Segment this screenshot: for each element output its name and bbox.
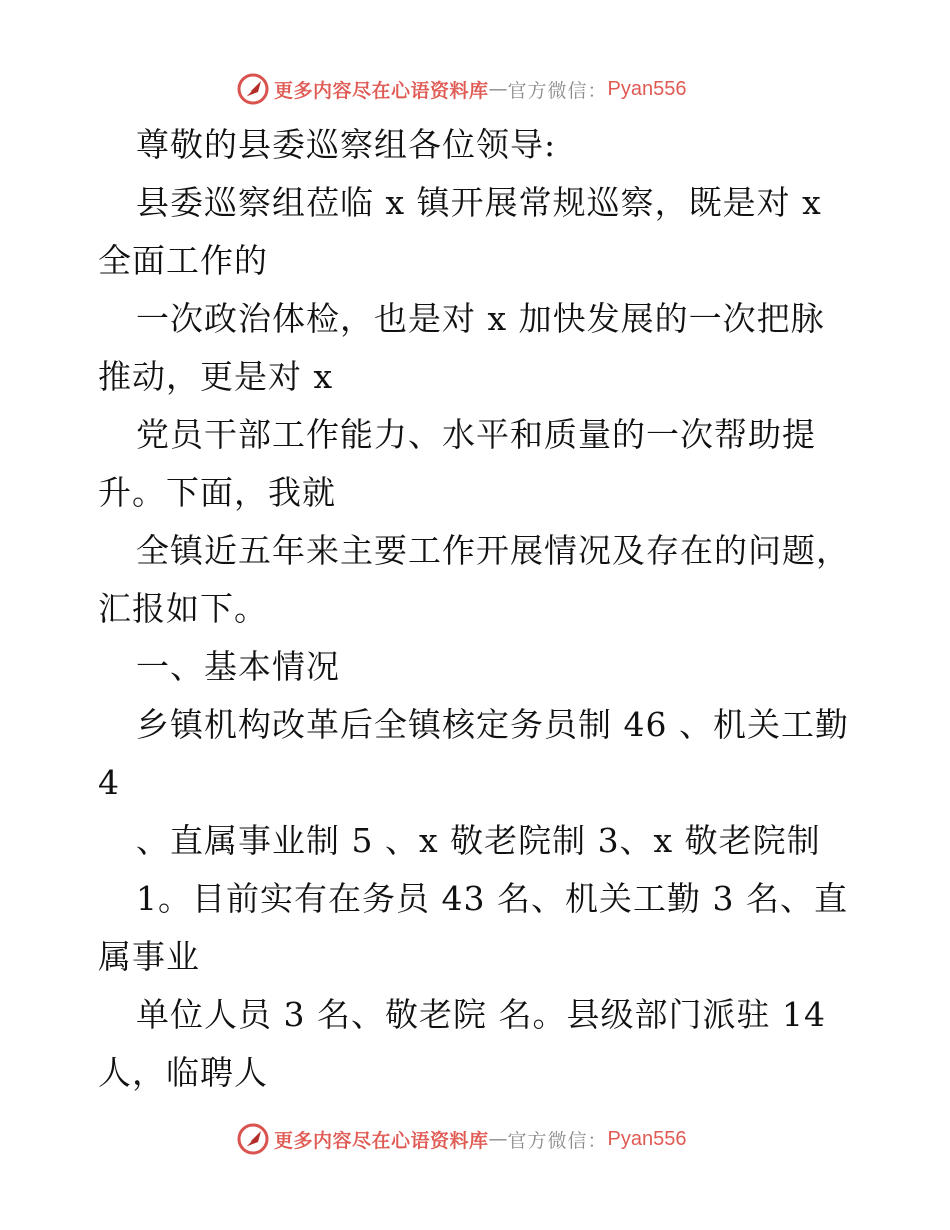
paragraph-line: 全镇近五年来主要工作开展情况及存在的问题， — [136, 531, 850, 570]
paragraph-line: 属事业 — [98, 937, 200, 976]
watermark-footer — [236, 1121, 687, 1157]
paragraph-line: 全面工作的 — [98, 241, 268, 280]
paragraph-line: 尊敬的县委巡察组各位领导: — [136, 125, 557, 164]
watermark-label: 官方微信： — [507, 79, 608, 102]
paragraph-line: 县委巡察组莅临 x 镇开展常规巡察，既是对 x — [136, 183, 822, 222]
watermark-dash: — — [488, 78, 508, 100]
quill-logo-icon — [236, 1122, 270, 1156]
paragraph-line: 推动，更是对 x — [98, 357, 334, 396]
paragraph-line: 一次政治体检，也是对 x 加快发展的一次把脉 — [136, 299, 825, 338]
watermark-brand: 更多内容尽在心语资料库 — [274, 79, 489, 102]
paragraph-line: 一、基本情况 — [136, 647, 340, 686]
watermark-wechat-id: Pyan556 — [607, 1127, 687, 1150]
paragraph-line: 乡镇机构改革后全镇核定务员制 46 、机关工勤 — [136, 705, 849, 744]
paragraph-line: 单位人员 3 名、敬老院 名。县级部门派驻 14 — [136, 995, 826, 1034]
paragraph-line: 升。下面，我就 — [98, 473, 336, 512]
watermark-brand: 更多内容尽在心语资料库 — [274, 1129, 489, 1152]
document-body — [98, 116, 858, 1102]
paragraph-line: 党员干部工作能力、水平和质量的一次帮助提 — [136, 415, 816, 454]
watermark-wechat-id: Pyan556 — [607, 77, 687, 100]
watermark-dash: — — [488, 1128, 508, 1150]
watermark-header — [236, 71, 687, 107]
watermark-label: 官方微信： — [507, 1129, 608, 1152]
paragraph-line: 1。目前实有在务员 43 名、机关工勤 3 名、直 — [136, 879, 848, 918]
quill-logo-icon — [236, 72, 270, 106]
paragraph-line: 人，临聘人 — [98, 1053, 268, 1092]
paragraph-line: 4 — [98, 763, 120, 802]
paragraph-line: 汇报如下。 — [98, 589, 268, 628]
paragraph-line: 、直属事业制 5 、x 敬老院制 3、x 敬老院制 — [136, 821, 821, 860]
